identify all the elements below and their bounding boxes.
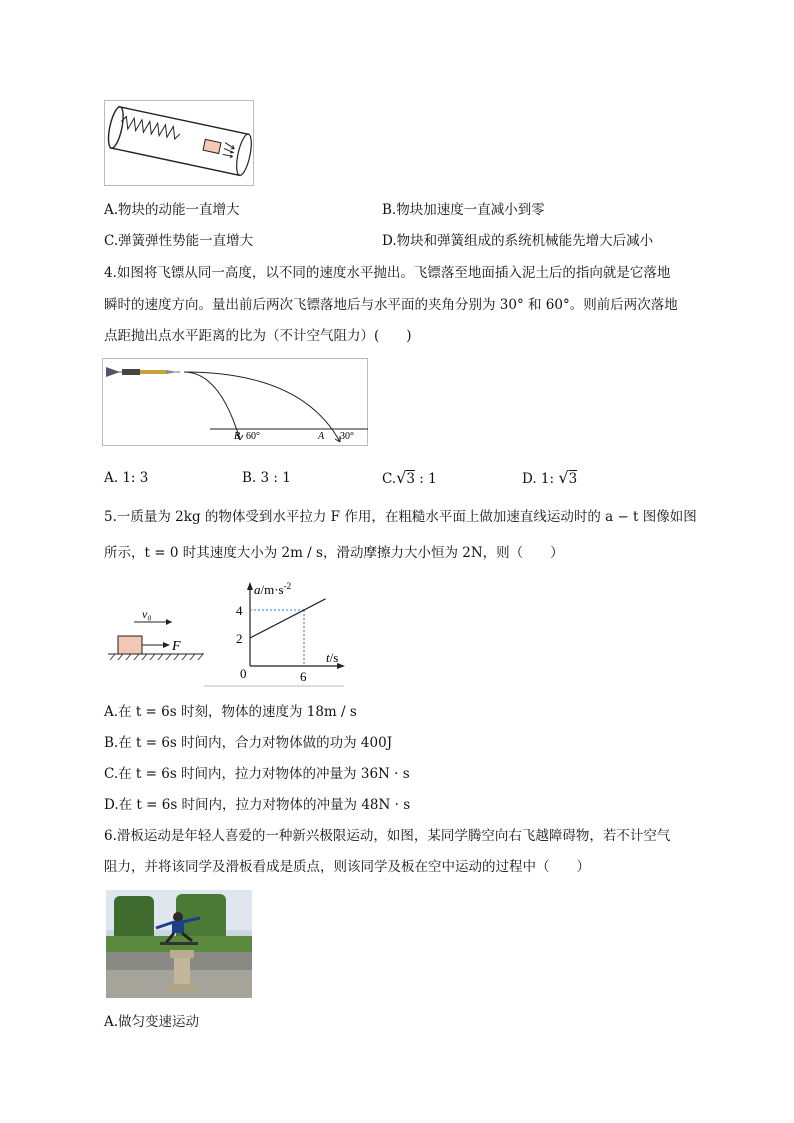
q6-stem-line2: 阻力，并将该同学及滑板看成是质点，则该同学及板在空中运动的过程中（ ）	[104, 859, 590, 875]
force-f-label: F	[172, 639, 181, 654]
series-line	[250, 599, 326, 638]
v0-label: v₀	[142, 607, 152, 621]
q4-option-d: D. 1: √3	[522, 468, 578, 487]
y-axis-label: $a/m\cdot s^{-2}$	[254, 581, 292, 597]
y-tick-2: 2	[236, 631, 243, 646]
at-chart	[236, 581, 345, 684]
q6-stem-line1: 6.滑板运动是年轻人喜爱的一种新兴极限运动，如图，某同学腾空向右飞越障碍物，若不计空气	[104, 828, 671, 844]
q6-option-a: A.做匀变速运动	[104, 1014, 200, 1030]
point-a-label: A	[318, 431, 325, 442]
q3-option-b: B.物块加速度一直减小到零	[382, 202, 545, 218]
y-tick-4: 4	[236, 603, 243, 618]
block-at-graph-figure	[104, 578, 346, 688]
x-tick-6: 6	[300, 669, 307, 684]
q4-stem-line1: 4.如图将飞镖从同一高度，以不同的速度水平抛出。飞镖落至地面插入泥土后的指向就是它落地	[104, 265, 671, 281]
q4-option-b: B. 3 : 1	[242, 470, 291, 486]
point-b-label: B	[234, 431, 241, 442]
block	[118, 636, 142, 654]
q3-option-c: C.弹簧弹性势能一直增大	[104, 233, 254, 249]
q5-stem-line2: 所示，t = 0 时其速度大小为 2m / s，滑动摩擦力大小恒为 2N，则（ ）	[104, 545, 564, 561]
q5-option-b: B.在 t = 6s 时间内，合力对物体做的功为 400J	[104, 735, 393, 751]
origin-tick-0: 0	[240, 666, 247, 681]
q5-option-d: D.在 t = 6s 时间内，拉力对物体的冲量为 48N · s	[104, 797, 411, 813]
q4-option-a: A. 1: 3	[104, 470, 149, 486]
q3-option-a: A.物块的动能一直增大	[104, 202, 240, 218]
tube-spring-figure	[104, 100, 254, 186]
q3-option-d: D.物块和弹簧组成的系统机械能先增大后减小	[382, 233, 654, 249]
q4-stem-line3: 点距抛出点水平距离的比为（不计空气阻力）( )	[104, 328, 412, 344]
angle-b-label: 60°	[246, 431, 260, 442]
q5-option-c: C.在 t = 6s 时间内，拉力对物体的冲量为 36N · s	[104, 766, 410, 782]
x-axis-label: t/s	[326, 650, 339, 665]
angle-a-label: 30°	[340, 431, 354, 442]
q4-option-c: C.√3 : 1	[382, 468, 437, 487]
skateboard-photo	[106, 890, 252, 998]
dart-trajectory-figure	[102, 358, 368, 446]
q4-stem-line2: 瞬时的速度方向。量出前后两次飞镖落地后与水平面的夹角分别为 30° 和 60°。则前后两次落地	[104, 297, 678, 313]
q5-option-a: A.在 t = 6s 时刻，物体的速度为 18m / s	[104, 704, 357, 720]
q5-stem-line1: 5.一质量为 2kg 的物体受到水平拉力 F 作用，在粗糙水平面上做加速直线运动时的 a − t 图像如图	[104, 509, 697, 525]
